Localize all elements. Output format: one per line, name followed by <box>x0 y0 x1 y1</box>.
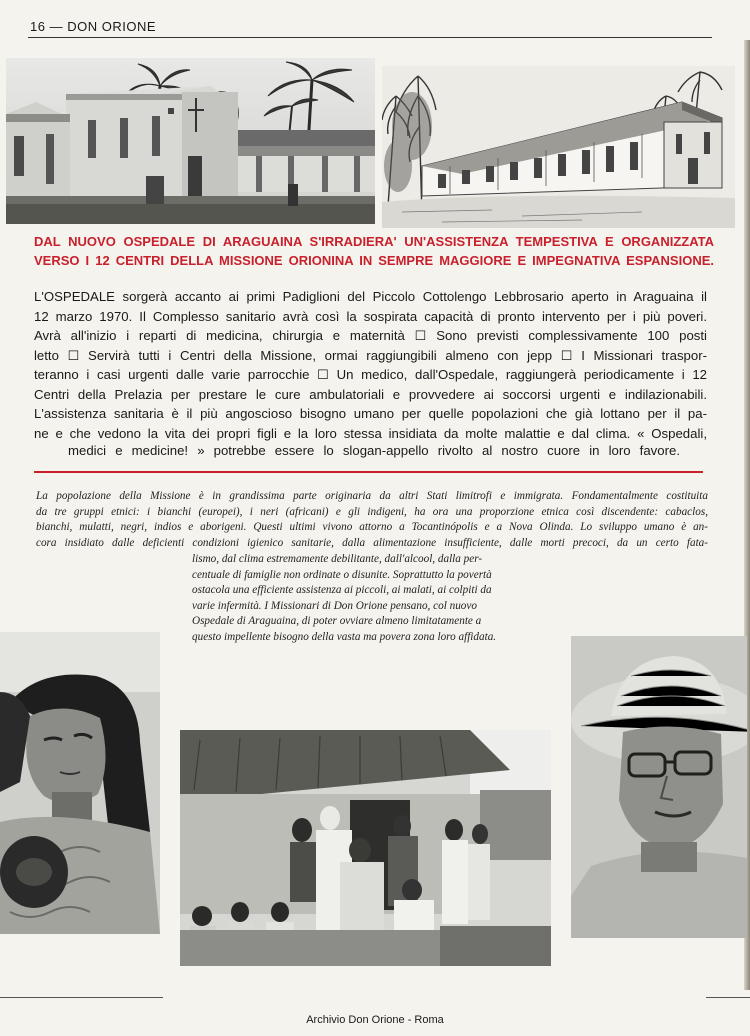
page-number: 16 <box>30 19 46 34</box>
caption-line: La popolazione della Missione è in grandissima parte originaria da altri Stati limitrofi e immigrata. Fondamentalmente costituita <box>36 490 708 502</box>
man-with-hat-art <box>571 636 747 938</box>
hospital-drawing-art <box>382 66 735 228</box>
photo-caption-wide <box>36 489 708 551</box>
header-dash: — <box>49 19 64 34</box>
caption-line: lismo, dal clima estremamente debilitante, dall'alcool, dalla per- <box>192 553 483 565</box>
article-line: ne e che vedono la vita dei propri figli e la loro stessa insidiata da molte malattie e dal clima. « Ospedali, <box>34 425 707 441</box>
header-rule <box>28 37 712 38</box>
village-group-art <box>180 730 551 966</box>
running-header <box>30 19 156 34</box>
article-body <box>34 287 707 443</box>
woman-portrait-photo <box>0 632 160 934</box>
village-group-photo <box>180 730 551 966</box>
caption-line: questo impellente bisogno della vasta ma povera zona loro affidata. <box>192 630 497 643</box>
photo-caption-narrow <box>192 552 546 646</box>
magazine-title: DON ORIONE <box>67 19 157 34</box>
man-with-hat-photo <box>571 636 747 938</box>
footer-rule-left <box>0 997 163 998</box>
hospital-drawing <box>382 66 735 228</box>
red-divider <box>34 471 703 473</box>
article-line: letto ☐ Servirà tutti i Centri della Missione, ormai raggiungibili almeno con jepp ☐ I Missionari traspor- <box>34 347 707 363</box>
article-line: L'assistenza sanitaria è il più angoscioso bisogno umano per quelle popolazioni che già lottano per il pa- <box>34 406 707 421</box>
article-last-line: medici e medicine! » potrebbe essere lo slogan-appello rivolto al nostro cuore in loro favore. <box>68 443 680 458</box>
caption-line: varie infermità. I Missionari di Don Orione pensano, col nuovo <box>192 599 477 612</box>
footer-rule-right <box>706 997 750 998</box>
article-line: Centri della Prelazia per prestare le cure ambulatoriali e provvedere ai soccorsi urgenti e indilazionabili. <box>34 386 707 402</box>
headline <box>34 232 714 270</box>
woman-portrait-art <box>0 632 160 934</box>
caption-line: da tre gruppi etnici: i bianchi (europei), i neri (africani) e gli indigeni, ha ora una proporzione etnica così discendente: cabaclos, <box>36 505 708 518</box>
caption-line: bianchi, mulatti, negri, indios e aborigeni. Questi ultimi vivono attorno a Tocantinópolis e a Nova Olinda. Lo sviluppo umano è an- <box>36 521 708 534</box>
caption-line: centuale di famiglie non ordinate o disunite. Soprattutto la povertà <box>192 568 492 581</box>
caption-line: Ospedale di Araguaina, di poter ovviare almeno limitatamente a <box>192 615 482 628</box>
headline-line: VERSO I 12 CENTRI DELLA MISSIONE ORIONINA IN SEMPRE MAGGIORE E IMPEGNATIVA ESPANSIONE. <box>34 253 714 268</box>
church-photo <box>6 58 375 224</box>
caption-line: cora insidiato dalle deficienti condizioni igienico sanitarie, dalla alimentazione insufficiente, dalle morti precoci, da un certo fata- <box>36 536 708 549</box>
headline-line: DAL NUOVO OSPEDALE DI ARAGUAINA S'IRRADIERA' UN'ASSISTENZA TEMPESTIVA E ORGANIZZATA <box>34 234 714 249</box>
caption-line: ostacola una efficiente assistenza ai piccoli, ai malati, ai colpiti da <box>192 584 492 597</box>
article-line: 12 marzo 1970. Il Complesso sanitario avrà così la sospirata capacità di pronto intervento per i più poveri. <box>34 308 707 324</box>
church-photo-art <box>6 58 375 224</box>
article-line: L'OSPEDALE sorgerà accanto ai primi Padiglioni del Piccolo Cottolengo Lebbrosario aperto in Araguaina il <box>34 289 707 304</box>
article-line: teranno i casi urgenti dalle varie parrocchie ☐ Un medico, dall'Ospedale, raggiungerà periodicamente i 12 <box>34 367 707 382</box>
article-line: Avrà all'inizio i reparti di medicina, chirurgia e maternità ☐ Sono previsti complessivamente 100 posti <box>34 328 707 343</box>
archive-footer: Archivio Don Orione - Roma <box>306 1014 444 1026</box>
